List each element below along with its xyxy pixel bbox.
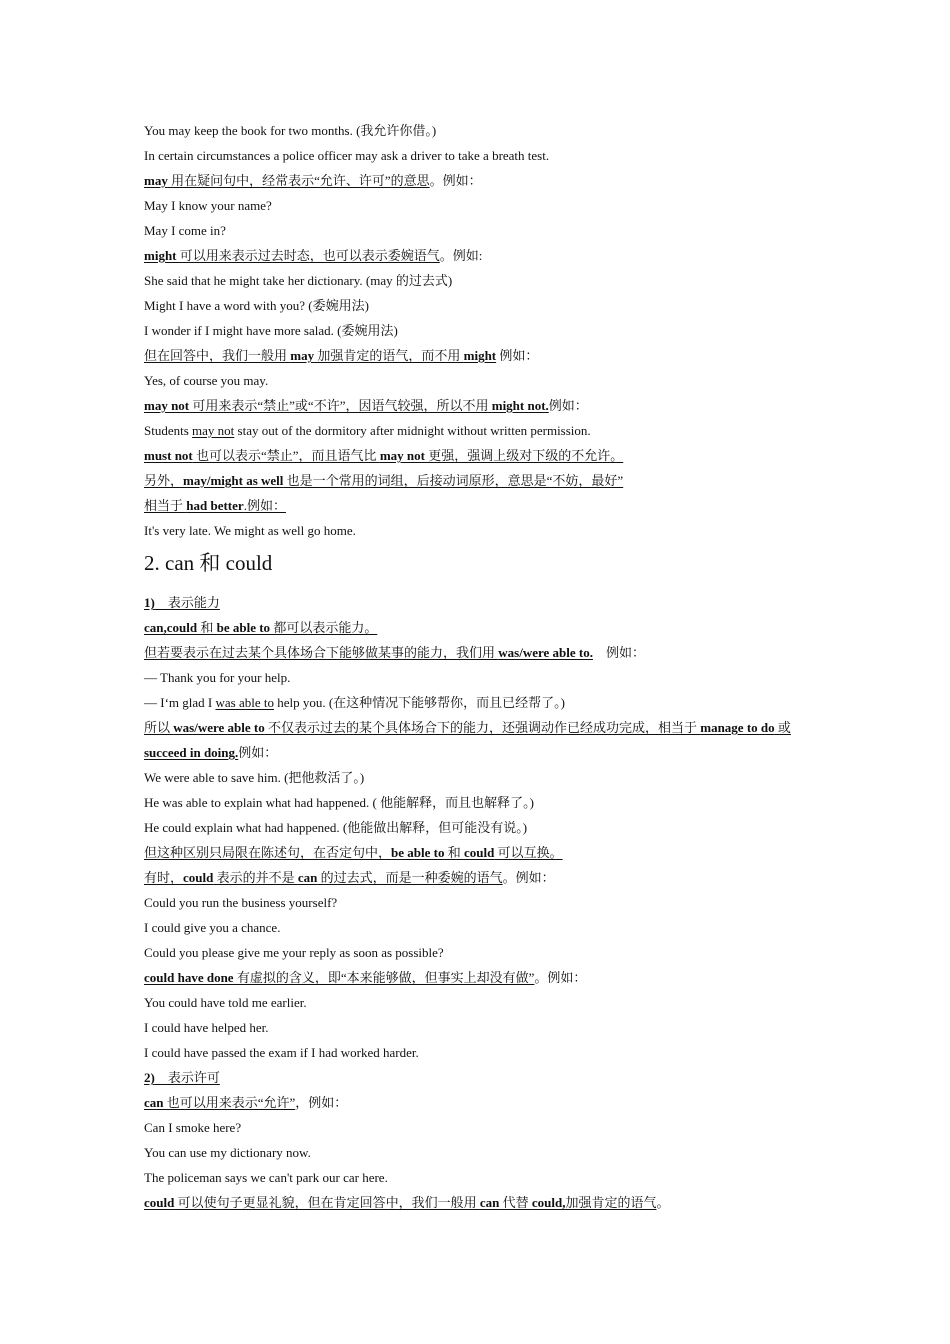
example-sentence: It's very late. We might as well go home. xyxy=(144,523,356,538)
example-sentence: In certain circumstances a police officer may ask a driver to take a breath test. xyxy=(144,148,550,163)
rule-line: can 也可以用来表示“允许”，例如： xyxy=(144,1095,348,1110)
rule-line: 另外，may/might as well 也是一个常用的词组，后接动词原形，意思是“不妨，最好” xyxy=(144,473,624,488)
example-sentence: Might I have a word with you? (委婉用法) xyxy=(144,298,369,313)
example-sentence: He was able to explain what had happened. ( 他能解释，而且也解释了。) xyxy=(144,795,534,810)
rule-line: could 可以使句子更显礼貌，但在肯定回答中，我们一般用 can 代替 could,加强肯定的语气。 xyxy=(144,1195,670,1210)
rule-line: could have done 有虚拟的含义，即“本来能够做，但事实上却没有做”。例如： xyxy=(144,970,587,985)
example-sentence: I could give you a chance. xyxy=(144,920,281,935)
section-heading: 2. can 和 could xyxy=(144,551,273,575)
rule-line: 相当于 had better.例如： xyxy=(144,498,286,513)
example-sentence: You may keep the book for two months. (我允许你借。) xyxy=(144,123,437,138)
example-sentence: Students may not stay out of the dormitory after midnight without written permission. xyxy=(144,423,591,438)
example-sentence: You could have told me earlier. xyxy=(144,995,307,1010)
example-sentence: Yes, of course you may. xyxy=(144,373,269,388)
subsection-heading: 2) 表示许可 xyxy=(144,1070,220,1085)
example-sentence: She said that he might take her dictionary. (may 的过去式) xyxy=(144,273,453,288)
example-sentence: The policeman says we can't park our car here. xyxy=(144,1170,388,1185)
example-sentence: — Thank you for your help. xyxy=(144,670,291,685)
rule-line: may not 可用来表示“禁止”或“不许”，因语气较强，所以不用 might not.例如： xyxy=(144,398,588,413)
example-sentence: May I know your name? xyxy=(144,198,272,213)
example-sentence: Can I smoke here? xyxy=(144,1120,242,1135)
rule-line: may 用在疑问句中，经常表示“允许、许可”的意思。例如： xyxy=(144,173,482,188)
rule-line: might 可以用来表示过去时态，也可以表示委婉语气。例如: xyxy=(144,248,483,263)
rule-line: 所以 was/were able to 不仅表示过去的某个具体场合下的能力，还强调动作已经成功完成，相当于 manage to do 或 succeed in doing.例如： xyxy=(144,720,791,760)
example-sentence: I wonder if I might have more salad. (委婉用法) xyxy=(144,323,398,338)
rule-line: 但在回答中，我们一般用 may 加强肯定的语气，而不用 might 例如： xyxy=(144,348,539,363)
rule-line: 有时，could 表示的并不是 can 的过去式，而是一种委婉的语气。例如： xyxy=(144,870,555,885)
example-sentence: We were able to save him. (把他救活了。) xyxy=(144,770,365,785)
subsection-heading: 1) 表示能力 xyxy=(144,595,220,610)
example-sentence: I could have passed the exam if I had worked harder. xyxy=(144,1045,419,1060)
example-sentence: Could you run the business yourself? xyxy=(144,895,338,910)
example-sentence: May I come in? xyxy=(144,223,226,238)
example-sentence: Could you please give me your reply as soon as possible? xyxy=(144,945,444,960)
rule-line: 但若要表示在过去某个具体场合下能够做某事的能力，我们用 was/were able to. 例如： xyxy=(144,645,645,660)
example-sentence: You can use my dictionary now. xyxy=(144,1145,311,1160)
rule-line: can,could 和 be able to 都可以表示能力。 xyxy=(144,620,378,635)
example-sentence: He could explain what had happened. (他能做出解释，但可能没有说。) xyxy=(144,820,528,835)
rule-line: 但这种区别只局限在陈述句，在否定句中，be able to 和 could 可以互换。 xyxy=(144,845,563,860)
document-body xyxy=(144,118,824,1215)
example-sentence: — I‘m glad I was able to help you. (在这种情况下能够帮你，而且已经帮了。) xyxy=(144,695,566,710)
example-sentence: I could have helped her. xyxy=(144,1020,269,1035)
rule-line: must not 也可以表示“禁止”，而且语气比 may not 更强，强调上级对下级的不允许。 xyxy=(144,448,624,463)
